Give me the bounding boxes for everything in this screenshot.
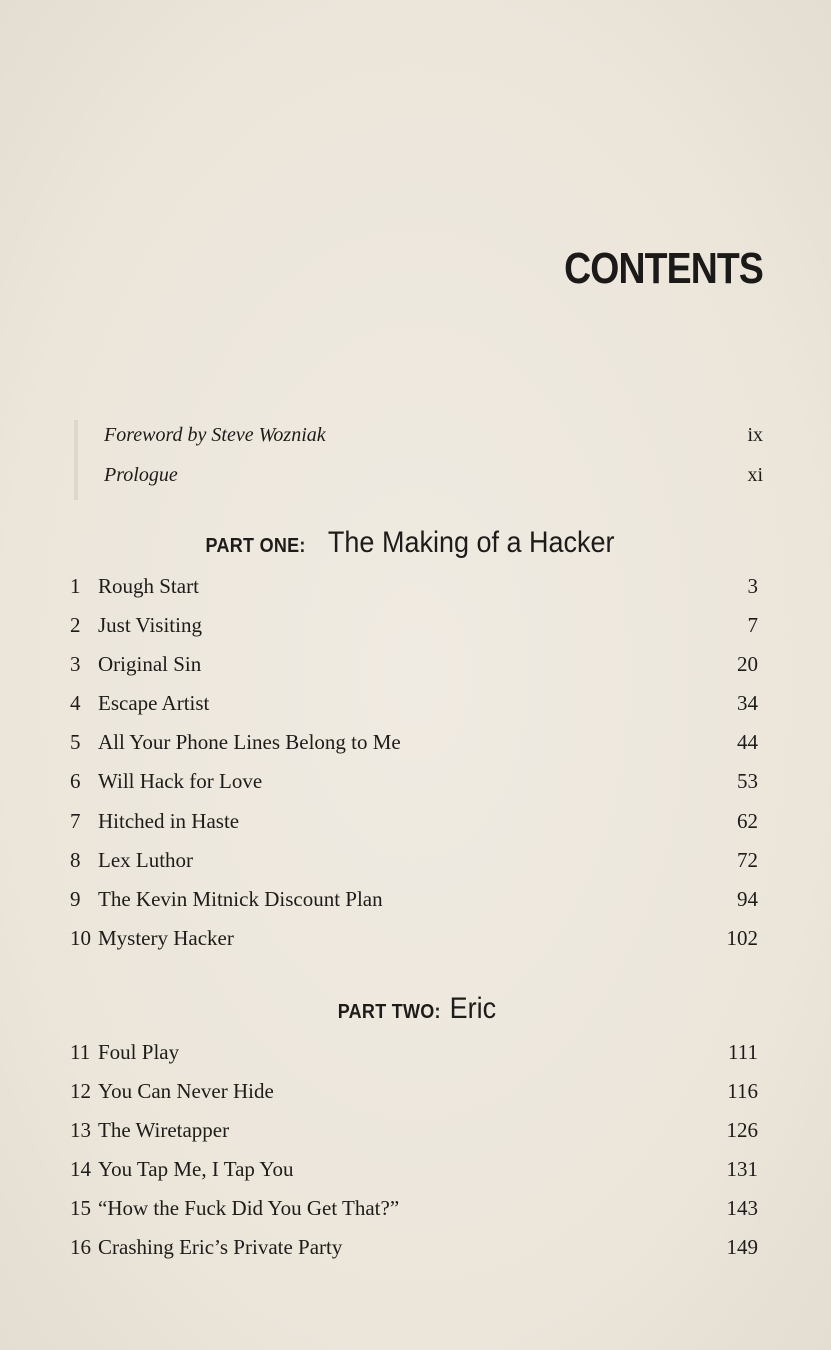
chapter-row [70,926,758,965]
part-name: The Making of a Hacker [328,526,615,559]
chapter-page: 62 [737,808,758,833]
chapter-title: Mystery Hacker [98,925,234,950]
page-title: CONTENTS [564,244,763,293]
chapter-title: Crashing Eric’s Private Party [98,1235,343,1260]
part-label: PART ONE: [205,535,307,557]
chapter-page: 102 [726,925,758,950]
chapter-row [70,730,758,769]
chapter-row [70,613,758,652]
chapter-title: Hitched in Haste [98,808,240,833]
chapter-row [70,1079,758,1118]
front-matter-label: Foreword by Steve Wozniak [104,424,326,446]
chapter-number: 7 [70,808,81,833]
chapter-page: 44 [737,730,758,755]
chapter-list [70,1040,758,1275]
chapter-number: 12 [70,1079,91,1104]
show-through-mark [74,420,78,500]
chapter-title: Rough Start [98,574,199,598]
front-matter-page: xi [747,464,763,486]
chapter-row [70,1118,758,1157]
chapter-row [70,887,758,926]
chapter-row [70,691,758,730]
chapter-page: 53 [737,769,758,794]
chapter-number: 5 [70,730,81,755]
chapter-title: Lex Luthor [98,847,194,872]
part-name: Eric [449,992,497,1025]
chapter-number: 14 [70,1157,91,1182]
chapter-number: 8 [70,847,81,872]
chapter-page: 111 [728,1040,758,1064]
chapter-title: You Can Never Hide [98,1079,274,1104]
chapter-row [70,652,758,691]
chapter-row [70,574,758,613]
chapter-number: 10 [70,925,91,950]
part-heading [0,992,831,1026]
chapter-page: 149 [726,1235,758,1260]
chapter-page: 143 [726,1196,758,1221]
front-matter-row [104,464,763,494]
chapter-number: 2 [70,613,81,638]
chapter-title: “How the Fuck Did You Get That?” [98,1196,400,1221]
part-label: PART TWO: [337,1001,441,1023]
chapter-page: 126 [726,1118,758,1143]
chapter-number: 6 [70,769,81,794]
chapter-title: The Kevin Mitnick Discount Plan [98,886,383,911]
chapter-number: 4 [70,691,81,716]
chapter-number: 1 [70,574,81,598]
chapter-row [70,809,758,848]
chapter-title: Just Visiting [98,613,202,638]
chapter-title: All Your Phone Lines Belong to Me [98,730,401,755]
chapter-page: 72 [737,847,758,872]
chapter-page: 20 [737,652,758,677]
chapter-row [70,1196,758,1235]
chapter-page: 34 [737,691,758,716]
chapter-list [70,574,758,965]
chapter-title: The Wiretapper [98,1118,230,1143]
chapter-row [70,1040,758,1079]
chapter-number: 13 [70,1118,91,1143]
chapter-number: 16 [70,1235,91,1260]
chapter-number: 15 [70,1196,91,1221]
chapter-page: 131 [726,1157,758,1182]
chapter-row [70,769,758,808]
chapter-row [70,1235,758,1274]
chapter-number: 11 [70,1040,91,1064]
chapter-number: 9 [70,886,81,911]
part-heading [0,526,831,560]
chapter-page: 7 [747,613,758,638]
chapter-page: 116 [727,1079,758,1104]
chapter-page: 3 [747,574,758,598]
chapter-title: Will Hack for Love [98,769,263,794]
chapter-number: 3 [70,652,81,677]
chapter-title: Foul Play [98,1040,180,1064]
front-matter-row [104,424,763,454]
chapter-title: Original Sin [98,652,202,677]
chapter-title: You Tap Me, I Tap You [98,1157,294,1182]
chapter-page: 94 [737,886,758,911]
chapter-row [70,1157,758,1196]
chapter-title: Escape Artist [98,691,210,716]
front-matter-page: ix [747,424,763,446]
chapter-row [70,848,758,887]
front-matter-label: Prologue [104,464,178,486]
